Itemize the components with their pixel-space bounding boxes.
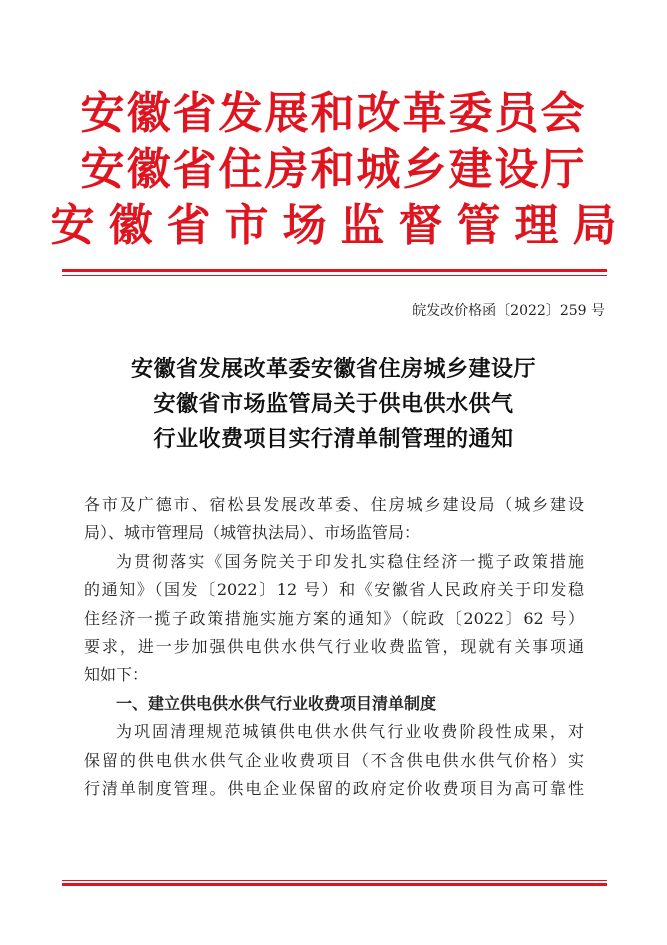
body-line: 各市及广德市、宿松县发展改革委、住房城乡建设局（城乡建设 xyxy=(84,495,584,514)
body-line: 的通知》（国发〔2022〕12 号）和《安徽省人民政府关于印发稳 xyxy=(84,580,584,600)
header-red-rule-thick xyxy=(62,269,607,272)
body-line: 要求，进一步加强供电供水供气行业收费监管，现就有关事项通 xyxy=(84,636,584,656)
title-line-3: 行业收费项目实行清单制管理的通知 xyxy=(153,426,514,452)
document-number: 皖发改价格函〔2022〕259 号 xyxy=(412,303,605,319)
issuing-agencies-header xyxy=(0,86,667,254)
section-heading: 一、建立供电供水供气行业收费项目清单制度 xyxy=(116,693,437,713)
body-line: 行清单制度管理。供电企业保留的政府定价收费项目为高可靠性 xyxy=(84,778,584,798)
header-red-rule-thin xyxy=(62,275,607,276)
document-body xyxy=(84,491,584,803)
title-line-2: 安徽省市场监管局关于供电供水供气 xyxy=(153,391,514,417)
body-line: 为巩固清理规范城镇供电供水供气行业收费阶段性成果，对 xyxy=(116,722,584,742)
agency-name-housing-construction: 安徽省住房和城乡建设厅 xyxy=(80,144,587,195)
agency-name-market-supervision: 安徽省市场监督管理局 xyxy=(50,200,631,251)
footer-red-rule-thin xyxy=(62,880,607,881)
body-line: 住经济一揽子政策措施实施方案的通知》（皖政〔2022〕62 号） xyxy=(84,608,584,628)
title-line-1: 安徽省发展改革委安徽省住房城乡建设厅 xyxy=(130,356,536,382)
body-line: 知如下： xyxy=(84,665,149,685)
body-line: 为贯彻落实《国务院关于印发扎实稳住经济一揽子政策措施 xyxy=(116,551,584,571)
document-title xyxy=(0,352,667,457)
body-line: 局）、城市管理局（城管执法局）、市场监管局： xyxy=(84,523,421,543)
body-line: 保留的供电供水供气企业收费项目（不含供电供水供气价格）实 xyxy=(84,750,584,770)
agency-name-development-reform: 安徽省发展和改革委员会 xyxy=(80,88,587,139)
footer-red-rule-thick xyxy=(62,883,607,886)
